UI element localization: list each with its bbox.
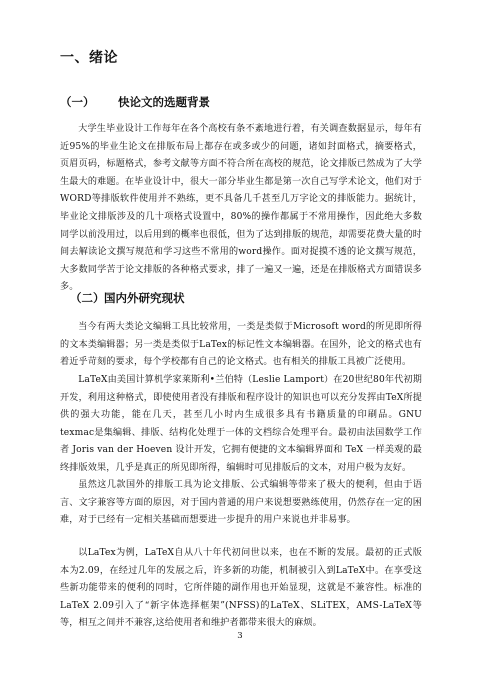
section-title: 快论文的选题背景 xyxy=(118,95,210,109)
body-paragraph: 当今有两大类论文编辑工具比较常用，一类是类似于Microsoft word的所见即所得的文本类编辑器；另一类是类似于LaTex的标记性文本编辑器。在国外，论文的格式也有着近乎苛刻的要求，每个学校都有自己的论文格式。也有相关的排版工具被广泛使用。 xyxy=(60,322,422,368)
chapter-title: 一、绪论 xyxy=(60,50,118,66)
section-heading-background xyxy=(60,94,210,110)
section-number: （一） xyxy=(60,95,95,109)
page-number: 3 xyxy=(237,631,243,641)
section-number: （二） xyxy=(70,291,105,305)
body-paragraph: 虽然这几款国外的排版工具为论文排版、公式编辑等带来了极大的便利，但由于语言、文字兼容等方面的原因，对于国内普通的用户来说想要熟练使用，仍然存在一定的困难，对于已经有一定相关基础而想要进一步提升的用户来说也并非易事。 xyxy=(60,480,422,526)
section-title: 国内外研究现状 xyxy=(104,291,185,305)
body-paragraph: LaTeX由美国计算机学家莱斯利•兰伯特（Leslie Lamport）在20世纪80年代初期开发，利用这种格式，即使使用者没有排版和程序设计的知识也可以充分发挥由TeX所提供的强大功能，能在几天，甚至几小时内生成很多具有书籍质量的印刷品。GNU texmac是集编辑、排版、结构化处理于一体的文档综合处理平台。最初由法国数学工作者 Joris van der Hoeven 设计开发，它拥有便捷的文本编辑界面和 TeX 一样美观的最终排版效果，几乎是真正的所见即所得，编辑时可见排版后的文本，对用户极为友好。 xyxy=(60,375,422,473)
body-paragraph: 大学生毕业设计工作每年在各个高校有条不紊地进行着，有关调查数据显示，每年有近95%的毕业生论文在排版布局上都存在或多或少的问题，诸如封面格式，摘要格式，页眉页码，标题格式，参考文献等方面不符合所在高校的规范，论文排版已然成为了大学生最大的难题。在毕业设计中，很大一部分毕业生都是第一次自己写学术论文，他们对于WORD等排版软件使用并不熟练，更不具备几千甚至几万字论文的排版能力。据统计，毕业论文排版涉及的几十项格式设置中，80%的操作都属于不常用操作，因此绝大多数同学以前没用过，以后用到的概率也很低，但为了达到排版的规范，却需要花费大量的时间去解读论文撰写规范和学习这些不常用的word操作。面对捉摸不透的论文撰写规范，大多数同学苦于论文排版的各种格式要求，排了一遍又一遍，还是在排版格式方面错误多多。 xyxy=(60,124,422,293)
body-paragraph: 以LaTex为例，LaTeX自从八十年代初问世以来，也在不断的发展。最初的正式版本为2.09，在经过几年的发展之后，许多新的功能，机制被引入到LaTeX中。在享受这些新功能带来的便利的同时，它所伴随的副作用也开始显现，这就是不兼容性。标准的LaTeX 2.09引入了“新字体选择框架”(NFSS)的LaTeX、SLiTEX，AMS-LaTeX等等，相互之间并不兼容,这给使用者和维护者都带来很大的麻烦。 xyxy=(60,548,422,629)
section-heading-research-status xyxy=(70,290,185,306)
